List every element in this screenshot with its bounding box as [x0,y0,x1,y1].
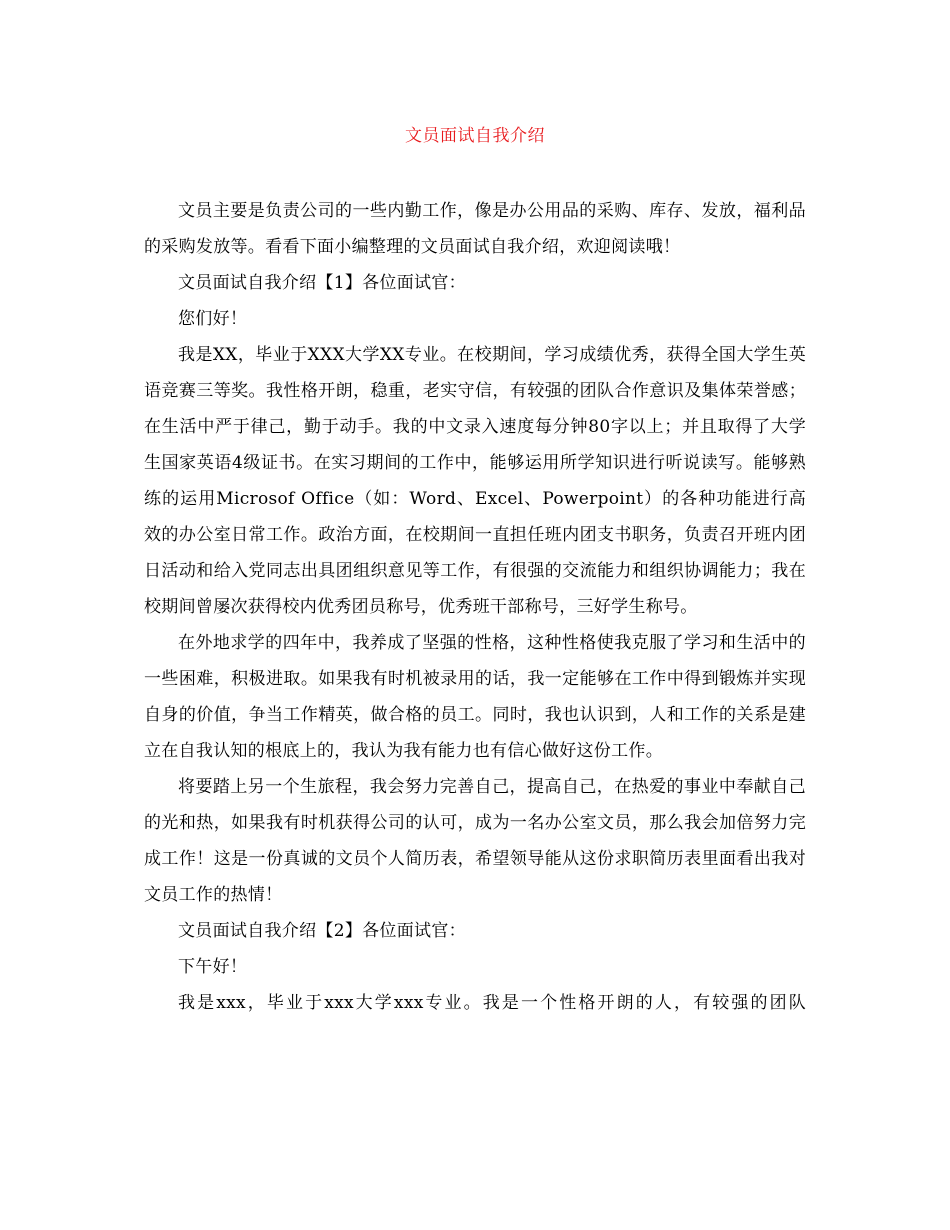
paragraph-self-intro-2: 我是xxx，毕业于xxx大学xxx专业。我是一个性格开朗的人，有较强的团队 [178,993,806,1013]
paragraph-heading-2: 文员面试自我介绍【2】各位面试官： [178,921,466,941]
paragraph-greeting-1: 您们好！ [178,309,248,329]
paragraph-heading-1: 文员面试自我介绍【1】各位面试官： [178,273,466,293]
document-body [144,193,806,1021]
paragraph-self-intro-1: 我是XX，毕业于XXX大学XX专业。在校期间，学习成绩优秀，获得全国大学生英语竞赛三等奖。我性格开朗，稳重，老实守信，有较强的团队合作意识及集体荣誉感；在生活中严于律己，勤于动手。我的中文录入速度每分钟80字以上；并且取得了大学生国家英语4级证书。在实习期间的工作中，能够运用所学知识进行听说读写。能够熟练的运用Microsof Office（如：Word、Excel、Powerpoint）的各种功能进行高效的办公室日常工作。政治方面，在校期间一直担任班内团支书职务，负责召开班内团日活动和给入党同志出具团组织意见等工作，有很强的交流能力和组织协调能力；我在校期间曾屡次获得校内优秀团员称号，优秀班干部称号，三好学生称号。 [144,345,806,617]
paragraph-closing-1: 将要踏上另一个生旅程，我会努力完善自己，提高自己，在热爱的事业中奉献自己的光和热，如果我有时机获得公司的认可，成为一名办公室文员，那么我会加倍努力完成工作！这是一份真诚的文员个人简历表，希望领导能从这份求职简历表里面看出我对文员工作的热情！ [144,777,806,905]
document-title: 文员面试自我介绍 [405,126,545,146]
paragraph-study-abroad: 在外地求学的四年中，我养成了坚强的性格，这种性格使我克服了学习和生活中的一些困难，积极进取。如果我有时机被录用的话，我一定能够在工作中得到锻炼并实现自身的价值，争当工作精英，做合格的员工。同时，我也认识到，人和工作的关系是建立在自我认知的根底上的，我认为我有能力也有信心做好这份工作。 [144,633,806,761]
paragraph-greeting-2: 下午好！ [178,957,248,977]
paragraph-intro: 文员主要是负责公司的一些内勤工作，像是办公用品的采购、库存、发放，福利品的采购发放等。看看下面小编整理的文员面试自我介绍，欢迎阅读哦！ [144,201,806,257]
